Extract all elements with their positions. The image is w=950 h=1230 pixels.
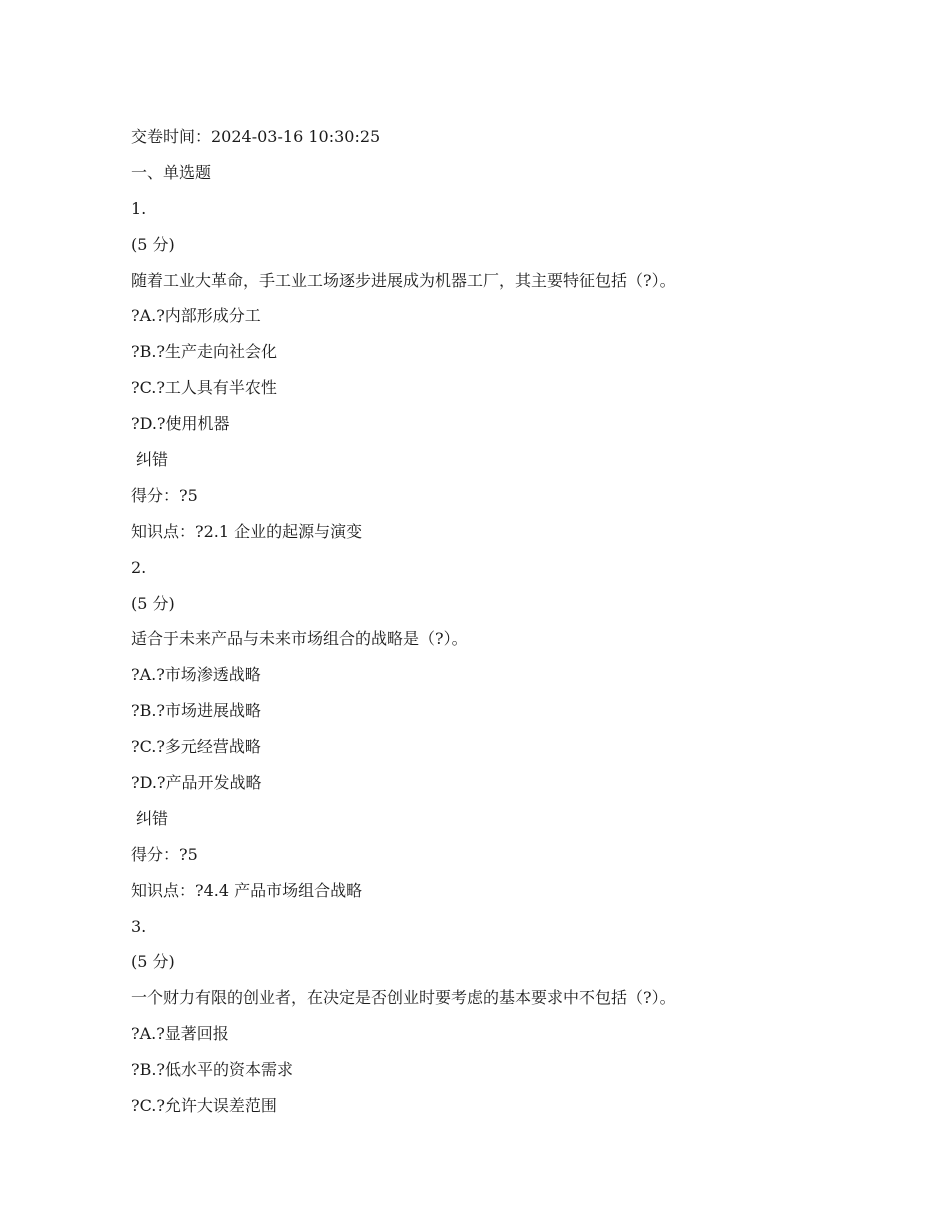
- option-b: ?B.?低水平的资本需求: [131, 1060, 294, 1080]
- knowledge-point: 知识点：?2.1 企业的起源与演变: [131, 521, 363, 541]
- section-title: 一、单选题: [131, 162, 212, 182]
- option-b: ?B.?市场进展战略: [131, 701, 262, 721]
- question-points: (5 分): [131, 593, 175, 613]
- question-1: [131, 198, 911, 557]
- option-d: ?D.?使用机器: [131, 414, 230, 434]
- option-d: ?D.?产品开发战略: [131, 773, 262, 793]
- question-number: 3.: [131, 916, 147, 936]
- exam-document: [131, 126, 911, 1131]
- question-stem: 随着工业大革命，手工业工场逐步进展成为机器工厂，其主要特征包括（?）。: [131, 270, 676, 290]
- option-c: ?C.?工人具有半农性: [131, 378, 277, 398]
- question-number: 2.: [131, 557, 147, 577]
- question-stem: 适合于未来产品与未来市场组合的战略是（?）。: [131, 629, 468, 649]
- option-a: ?A.?显著回报: [131, 1024, 229, 1044]
- option-c: ?C.?允许大误差范围: [131, 1096, 277, 1116]
- correction-link[interactable]: 纠错: [136, 808, 169, 828]
- question-number: 1.: [131, 198, 147, 218]
- option-a: ?A.?市场渗透战略: [131, 665, 261, 685]
- correction-link[interactable]: 纠错: [136, 450, 169, 470]
- question-score: 得分：?5: [131, 485, 198, 505]
- question-points: (5 分): [131, 234, 175, 254]
- question-3: [131, 916, 911, 1131]
- question-2: [131, 557, 911, 916]
- submit-time: 交卷时间：2024-03-16 10:30:25: [131, 127, 381, 146]
- question-score: 得分：?5: [131, 844, 198, 864]
- option-b: ?B.?生产走向社会化: [131, 342, 278, 362]
- knowledge-point: 知识点：?4.4 产品市场组合战略: [131, 880, 363, 900]
- question-stem: 一个财力有限的创业者，在决定是否创业时要考虑的基本要求中不包括（?）。: [131, 988, 676, 1008]
- option-c: ?C.?多元经营战略: [131, 737, 261, 757]
- option-a: ?A.?内部形成分工: [131, 306, 261, 326]
- question-points: (5 分): [131, 952, 175, 972]
